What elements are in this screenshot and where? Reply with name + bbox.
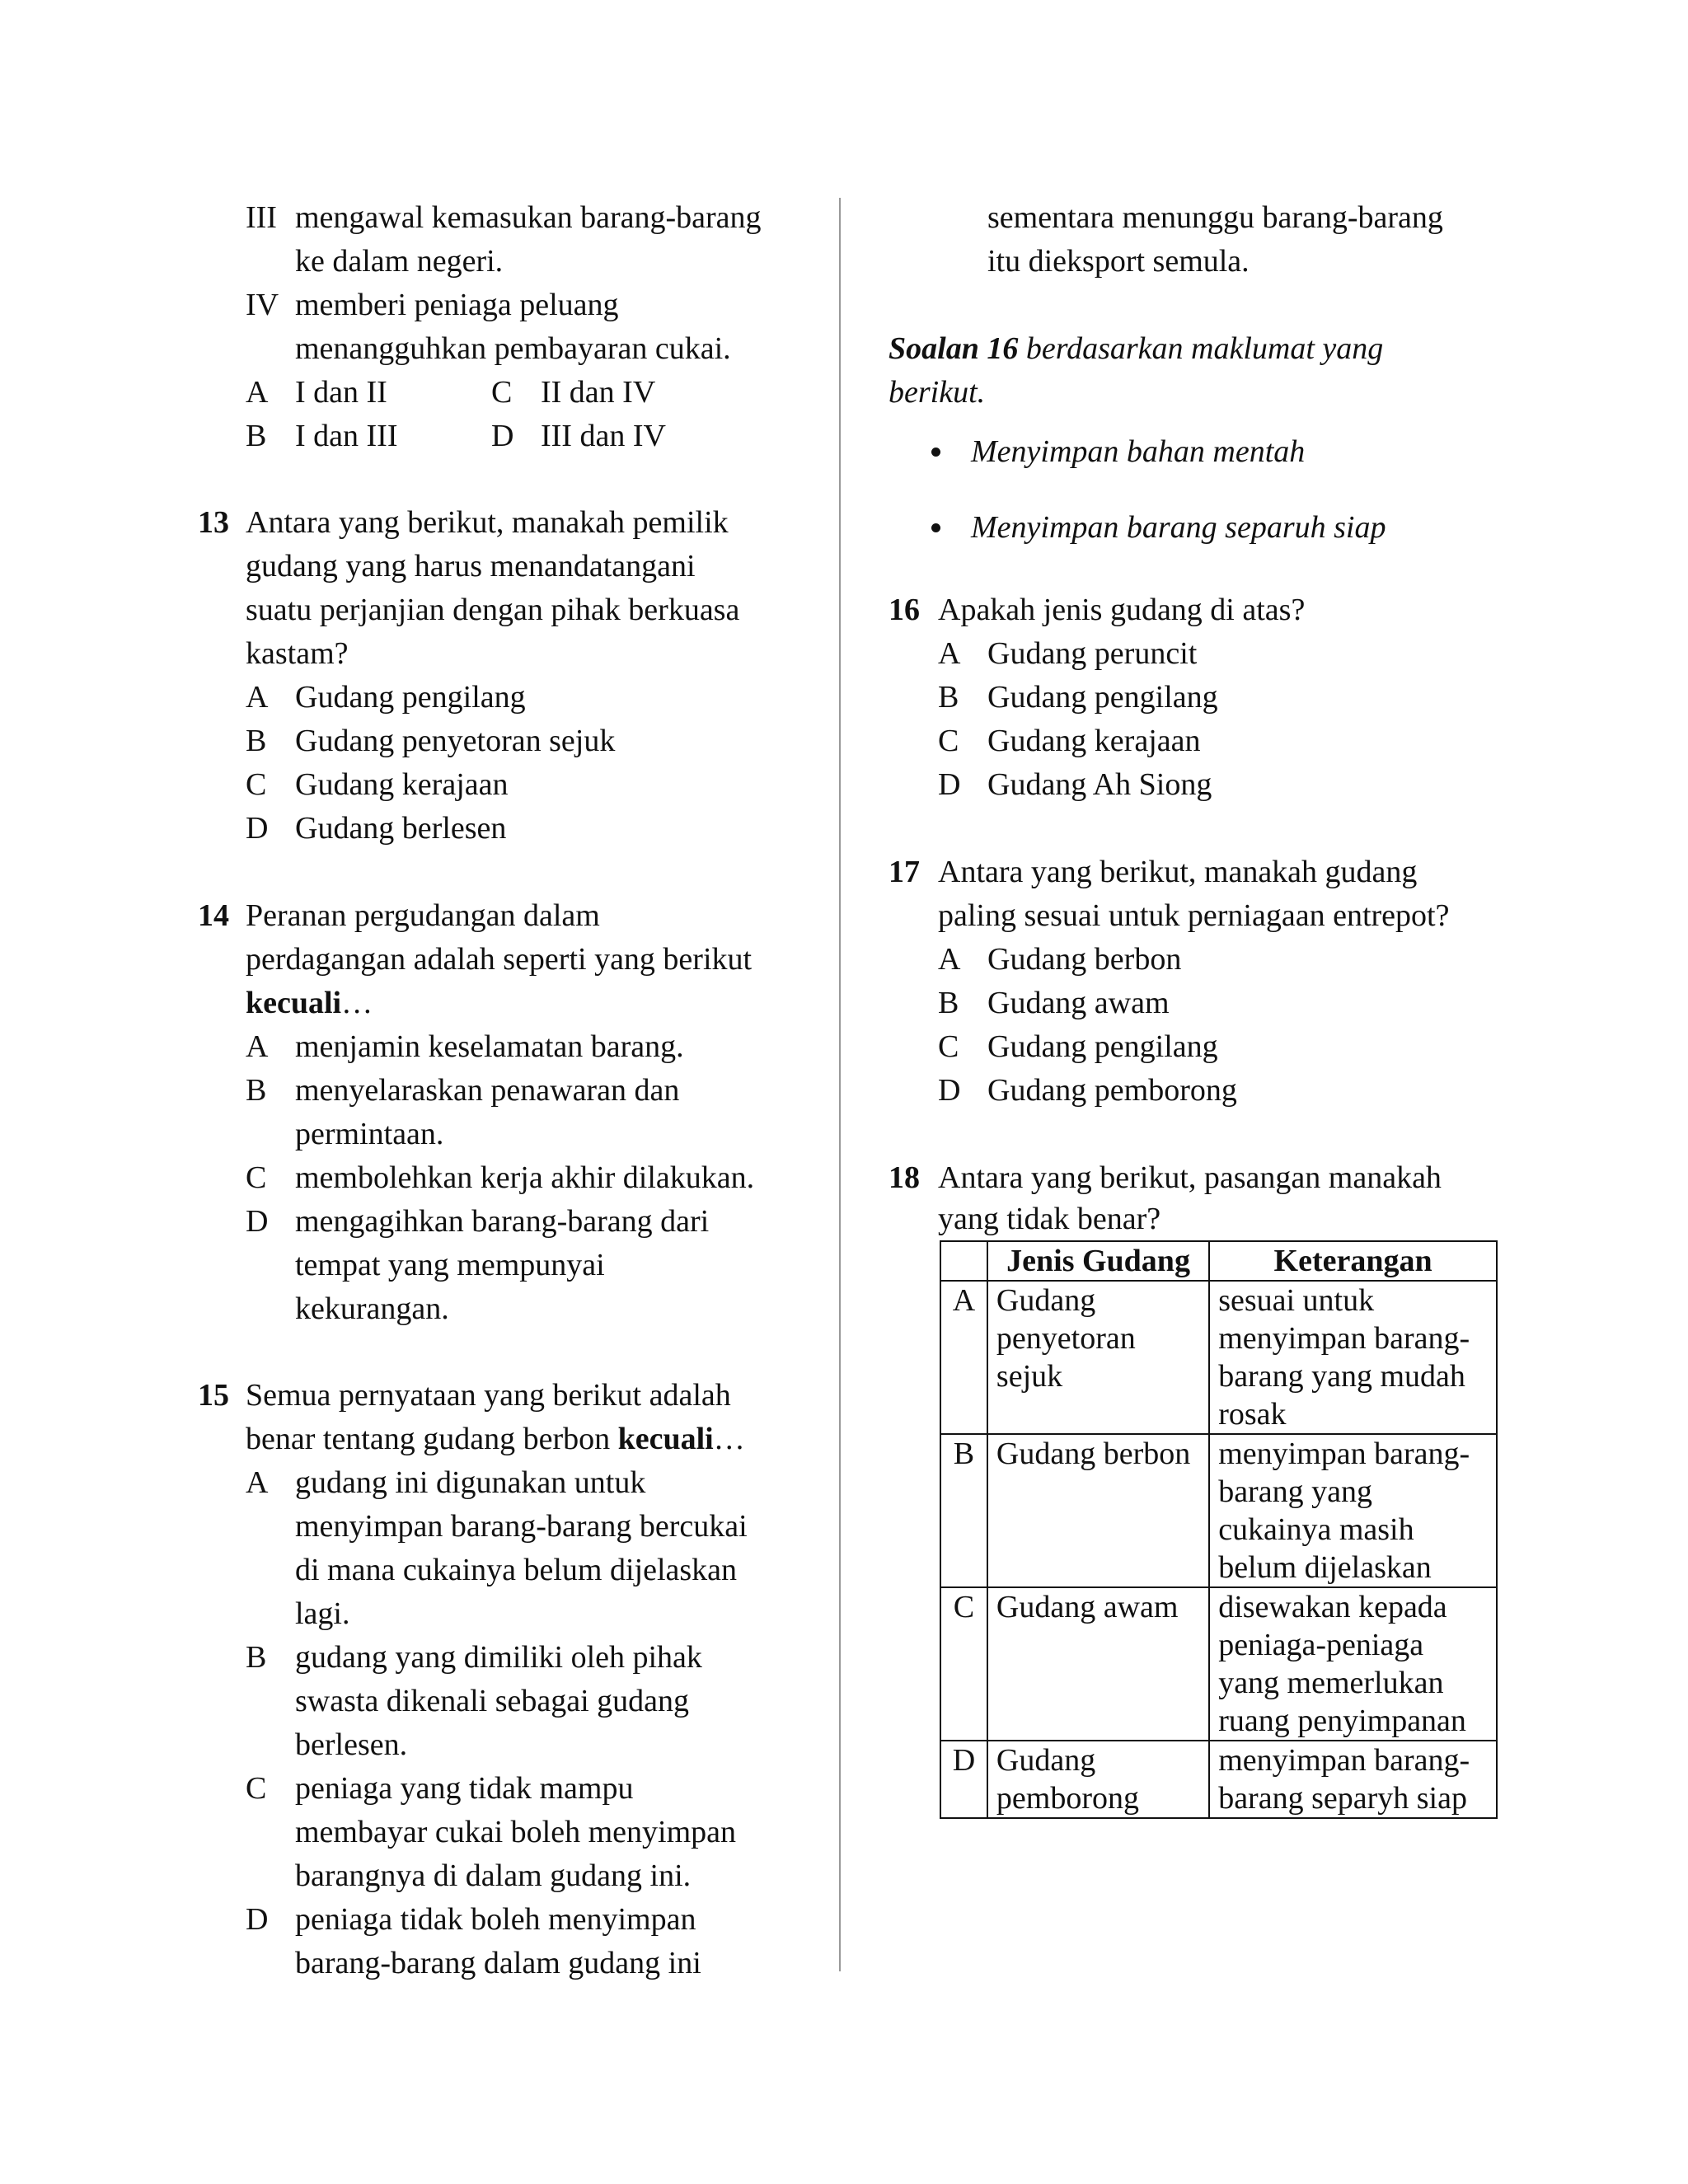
ellipsis: … [341, 986, 373, 1020]
option-text: Gudang Ah Siong [987, 767, 1212, 802]
roman-numeral: IV [246, 288, 279, 322]
option-text: barang-barang dalam gudang ini [295, 1946, 701, 1980]
option-text: membolehkan kerja akhir dilakukan. [295, 1160, 755, 1195]
option-text: membayar cukai boleh menyimpan [295, 1815, 736, 1849]
option-text: mengagihkan barang-barang dari [295, 1204, 710, 1239]
question-stem: Peranan pergudangan dalam [246, 898, 600, 933]
table-row [940, 1434, 1497, 1587]
option-text: kekurangan. [295, 1291, 449, 1326]
statement-text: memberi peniaga peluang [295, 288, 619, 322]
roman-numeral: III [246, 200, 277, 235]
bullet-icon [931, 448, 940, 457]
option-text: barangnya di dalam gudang ini. [295, 1858, 692, 1893]
option-text: menyelaraskan penawaran dan [295, 1073, 680, 1108]
question-stem: kastam? [246, 636, 349, 671]
row-letter: A [940, 1281, 987, 1434]
option-text: Gudang pengilang [987, 1029, 1218, 1064]
kecuali-bold: kecuali [617, 1422, 714, 1456]
option-letter: A [938, 942, 961, 977]
row-letter: D [940, 1741, 987, 1818]
option-letter: D [246, 811, 269, 846]
question-stem: suatu perjanjian dengan pihak berkuasa [246, 593, 740, 627]
option-letter: B [246, 724, 267, 758]
option-letter: C [246, 1771, 267, 1806]
option-text: Gudang kerajaan [987, 724, 1201, 758]
option-letter: C [246, 767, 267, 802]
statement-text: ke dalam negeri. [295, 244, 504, 279]
option-text: Gudang berlesen [295, 811, 507, 846]
table-row [940, 1281, 1497, 1434]
info-bullet: Menyimpan bahan mentah [971, 434, 1306, 469]
table-header-keterangan: Keterangan [1209, 1241, 1497, 1281]
option-text: II dan IV [541, 375, 656, 410]
option-text: Gudang peruncit [987, 636, 1198, 671]
option-text: berlesen. [295, 1727, 408, 1762]
statement-text: mengawal kemasukan barang-barang [295, 200, 762, 235]
row-letter: B [940, 1434, 987, 1587]
option-text: Gudang pengilang [987, 680, 1218, 715]
question-stem: Semua pernyataan yang berikut adalah [246, 1378, 731, 1413]
option-letter: D [938, 767, 961, 802]
answer-table [940, 1240, 1498, 1819]
table-row [940, 1587, 1497, 1741]
question-number: 17 [889, 855, 920, 889]
statement-text: menangguhkan pembayaran cukai. [295, 331, 731, 366]
question-stem: Antara yang berikut, manakah pemilik [246, 505, 729, 540]
row-jenis: Gudang awam [987, 1587, 1209, 1741]
question-stem: perdagangan adalah seperti yang berikut [246, 942, 753, 977]
question-stem: yang tidak benar? [938, 1202, 1161, 1236]
question-stem: Apakah jenis gudang di atas? [938, 593, 1306, 627]
row-jenis: Gudang penyetoran sejuk [987, 1281, 1209, 1434]
question-number: 13 [198, 505, 229, 540]
option-text: Gudang penyetoran sejuk [295, 724, 616, 758]
info-bullet: Menyimpan barang separuh siap [971, 510, 1386, 545]
option-text: itu dieksport semula. [987, 244, 1250, 279]
question-stem-emphasis [246, 987, 373, 1019]
option-text: gudang yang dimiliki oleh pihak [295, 1640, 702, 1675]
row-letter: C [940, 1587, 987, 1741]
question-stem: gudang yang harus menandatangani [246, 549, 696, 583]
option-letter: A [246, 1465, 269, 1500]
option-text: I dan II [295, 375, 387, 410]
option-text: III dan IV [541, 419, 666, 453]
question-number: 14 [198, 898, 229, 933]
option-text: menyimpan barang-barang bercukai [295, 1509, 748, 1544]
option-letter: B [938, 680, 959, 715]
row-keterangan: menyimpan barang-barang separyh siap [1209, 1741, 1497, 1818]
option-text: sementara menunggu barang-barang [987, 200, 1443, 235]
option-text: tempat yang mempunyai [295, 1248, 605, 1282]
option-letter: A [246, 680, 269, 715]
question-number: 16 [889, 593, 920, 627]
info-lead-bold: Soalan 16 [889, 331, 1019, 366]
row-keterangan: menyimpan barang-barang yang cukainya masih belum dijelaskan [1209, 1434, 1497, 1587]
option-text: Gudang pemborong [987, 1073, 1237, 1108]
option-letter: A [938, 636, 961, 671]
option-text: di mana cukainya belum dijelaskan [295, 1553, 738, 1587]
option-text: gudang ini digunakan untuk [295, 1465, 646, 1500]
table-header-row [940, 1241, 1497, 1281]
option-text: I dan III [295, 419, 398, 453]
option-text: lagi. [295, 1596, 350, 1631]
row-keterangan: disewakan kepada peniaga-peniaga yang memerlukan ruang penyimpanan [1209, 1587, 1497, 1741]
bullet-icon [931, 523, 940, 532]
column-divider [839, 198, 841, 1971]
info-lead: berikut. [889, 375, 986, 410]
question-number: 15 [198, 1378, 229, 1413]
question-stem: paling sesuai untuk perniagaan entrepot? [938, 898, 1450, 933]
option-letter: D [938, 1073, 961, 1108]
option-letter: C [938, 1029, 959, 1064]
kecuali-bold: kecuali [246, 986, 342, 1020]
option-text: Gudang berbon [987, 942, 1182, 977]
option-text: permintaan. [295, 1117, 444, 1151]
option-letter: D [246, 1902, 269, 1937]
stem-text: benar tentang gudang berbon [246, 1422, 611, 1456]
row-jenis: Gudang pemborong [987, 1741, 1209, 1818]
option-text: swasta dikenali sebagai gudang [295, 1684, 690, 1718]
row-keterangan: sesuai untuk menyimpan barang-barang yang mudah rosak [1209, 1281, 1497, 1434]
option-letter: B [246, 1640, 267, 1675]
option-letter: A [246, 1029, 269, 1064]
table-header-jenis: Jenis Gudang [987, 1241, 1209, 1281]
option-letter: B [246, 419, 267, 453]
option-text: menjamin keselamatan barang. [295, 1029, 684, 1064]
info-lead-rest: berdasarkan maklumat yang [1018, 331, 1384, 366]
row-jenis: Gudang berbon [987, 1434, 1209, 1587]
option-letter: A [246, 375, 269, 410]
option-text: Gudang pengilang [295, 680, 526, 715]
question-stem: Antara yang berikut, manakah gudang [938, 855, 1418, 889]
option-text: Gudang kerajaan [295, 767, 509, 802]
option-letter: C [491, 375, 513, 410]
option-text: peniaga yang tidak mampu [295, 1771, 634, 1806]
table-header-blank [940, 1241, 987, 1281]
option-letter: C [938, 724, 959, 758]
option-text: peniaga tidak boleh menyimpan [295, 1902, 696, 1937]
option-text: Gudang awam [987, 986, 1170, 1020]
option-letter: D [246, 1204, 269, 1239]
question-stem: Antara yang berikut, pasangan manakah [938, 1160, 1442, 1195]
info-lead [889, 333, 1383, 364]
option-letter: B [938, 986, 959, 1020]
ellipsis: … [713, 1422, 745, 1456]
question-number: 18 [889, 1160, 920, 1195]
option-letter: D [491, 419, 514, 453]
question-stem-emphasis [246, 1423, 745, 1455]
option-letter: C [246, 1160, 267, 1195]
option-letter: B [246, 1073, 267, 1108]
table-row [940, 1741, 1497, 1818]
